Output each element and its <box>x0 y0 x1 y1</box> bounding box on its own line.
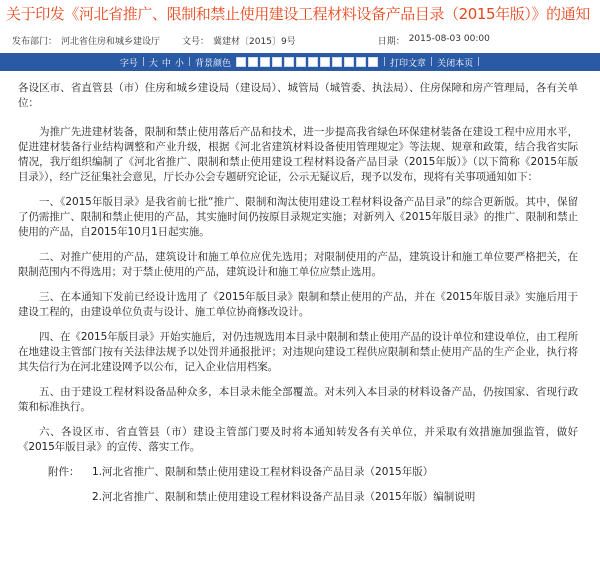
bg-color-swatches <box>235 57 379 68</box>
bg-color-swatch[interactable] <box>272 57 282 67</box>
meta-dept <box>12 34 160 47</box>
toolbar <box>0 53 600 71</box>
attachments-label: 附件： <box>48 466 80 478</box>
bg-color-swatch[interactable] <box>320 57 330 67</box>
attachment-1[interactable]: 1.河北省推广、限制和禁止使用建设工程材料设备产品目录（2015年版） <box>92 466 434 478</box>
meta-dept-label: 发布部门： <box>12 37 58 47</box>
attachment-2[interactable]: 2.河北省推广、限制和禁止使用建设工程材料设备产品目录（2015年版）编制说明 <box>92 491 476 503</box>
paragraph-intro: 为推广先进建材装备，限制和禁止使用落后产品和技术，进一步提高我省绿色环保建材装备在建设工程中应用水平，促进建材装备行业结构调整和产业升级，根据《河北省建筑材料设备使用管理规定》等法规、规章和政策，结合我省实际情况，我厅组织编制了《河北省推广、限制和禁止使用建设工程材料设备产品目录（2015年版）》（以下简称《2015年版目录》），经广泛征集社会意见，厅长办公会专题研究论证，公示无疑议后，现予以发布，现将有关事项通知如下： <box>18 126 578 183</box>
paragraph-3: 三、在本通知下发前已经设计选用了《2015年版目录》限制和禁止使用的产品，并在《2015年版目录》实施后用于建设工程的，由建设单位负责与设计、施工单位协商修改设计。 <box>18 291 578 318</box>
font-small-button[interactable]: 小 <box>174 58 184 69</box>
meta-date-label: 日期： <box>377 37 405 47</box>
meta-dept-value: 河北省住房和城乡建设厅 <box>61 37 161 47</box>
attachments <box>18 465 578 505</box>
bg-color-swatch[interactable] <box>332 57 342 67</box>
bg-color-swatch[interactable] <box>260 57 270 67</box>
print-button[interactable]: 打印文章 <box>390 58 427 69</box>
bg-color-swatch[interactable] <box>236 57 246 67</box>
paragraph-4: 四、在《2015年版目录》开始实施后，对仍违规选用本目录中限制和禁止使用产品的设计单位和建设单位，由工程所在地建设主管部门按有关法律法规予以处罚并通报批评；对违规向建设工程供应限制和禁止使用产品的生产企业，执行将其失信行为在河北建设网予以公布，记入企业信用档案。 <box>18 331 578 373</box>
separator: | <box>141 57 145 67</box>
meta-date <box>378 34 490 47</box>
paragraph-6: 六、各设区市、省直管县（市）建设主管部门要及时将本通知转发各有关单位，并采取有效措施加强监管，做好《2015年版目录》的宣传、落实工作。 <box>18 426 578 453</box>
close-page-button[interactable]: 关闭本页 <box>437 58 474 69</box>
paragraph-1: 一、《2015年版目录》是我省前七批“推广、限制和淘汰使用建设工程材料设备产品目录”的综合更新版。其中，保留了仍需推广、限制和禁止使用的产品，其实施时间仍按原目录规定实施；对新列入《2015年版目录》的推广、限制和禁止使用的产品，自2015年10月1日起实施。 <box>18 196 578 238</box>
separator: | <box>383 57 387 67</box>
bg-color-swatch[interactable] <box>248 57 258 67</box>
separator: | <box>187 57 191 67</box>
separator: | <box>477 57 481 67</box>
attachment-item <box>48 465 578 480</box>
meta-date-value: 2015-08-03 00:00 <box>408 34 490 44</box>
bg-color-swatch[interactable] <box>356 57 366 67</box>
font-medium-button[interactable]: 中 <box>161 58 171 69</box>
attachment-item <box>48 490 578 505</box>
font-size-label: 字号 <box>119 58 138 69</box>
meta-doc <box>182 34 296 47</box>
font-large-button[interactable]: 大 <box>148 58 158 69</box>
bg-color-swatch[interactable] <box>308 57 318 67</box>
article-body <box>0 71 600 505</box>
bg-color-swatch[interactable] <box>296 57 306 67</box>
meta-doc-label: 文号： <box>182 37 210 47</box>
bg-color-label: 背景颜色 <box>194 58 231 69</box>
meta-info <box>0 24 600 47</box>
meta-doc-value: 冀建材〔2015〕9号 <box>213 37 296 47</box>
separator: | <box>430 57 434 67</box>
bg-color-swatch[interactable] <box>284 57 294 67</box>
bg-color-swatch[interactable] <box>344 57 354 67</box>
paragraph-2: 二、对推广使用的产品，建筑设计和施工单位应优先选用；对限制使用的产品，建筑设计和施工单位要严格把关，在限制范围内不得选用；对于禁止使用的产品，建筑设计和施工单位应禁止选用。 <box>18 251 578 278</box>
paragraph-5: 五、由于建设工程材料设备品种众多，本目录未能全部覆盖。对未列入本目录的材料设备产品，仍按国家、省现行政策和标准执行。 <box>18 386 578 413</box>
bg-color-swatch[interactable] <box>368 57 378 67</box>
greeting: 各设区市、省直管县（市）住房和城乡建设局（建设局）、城管局（城管委、执法局）、住房保障和房产管理局，各有关单位： <box>18 82 578 109</box>
page-title: 关于印发《河北省推广、限制和禁止使用建设工程材料设备产品目录（2015年版）》的通知 <box>6 5 590 23</box>
